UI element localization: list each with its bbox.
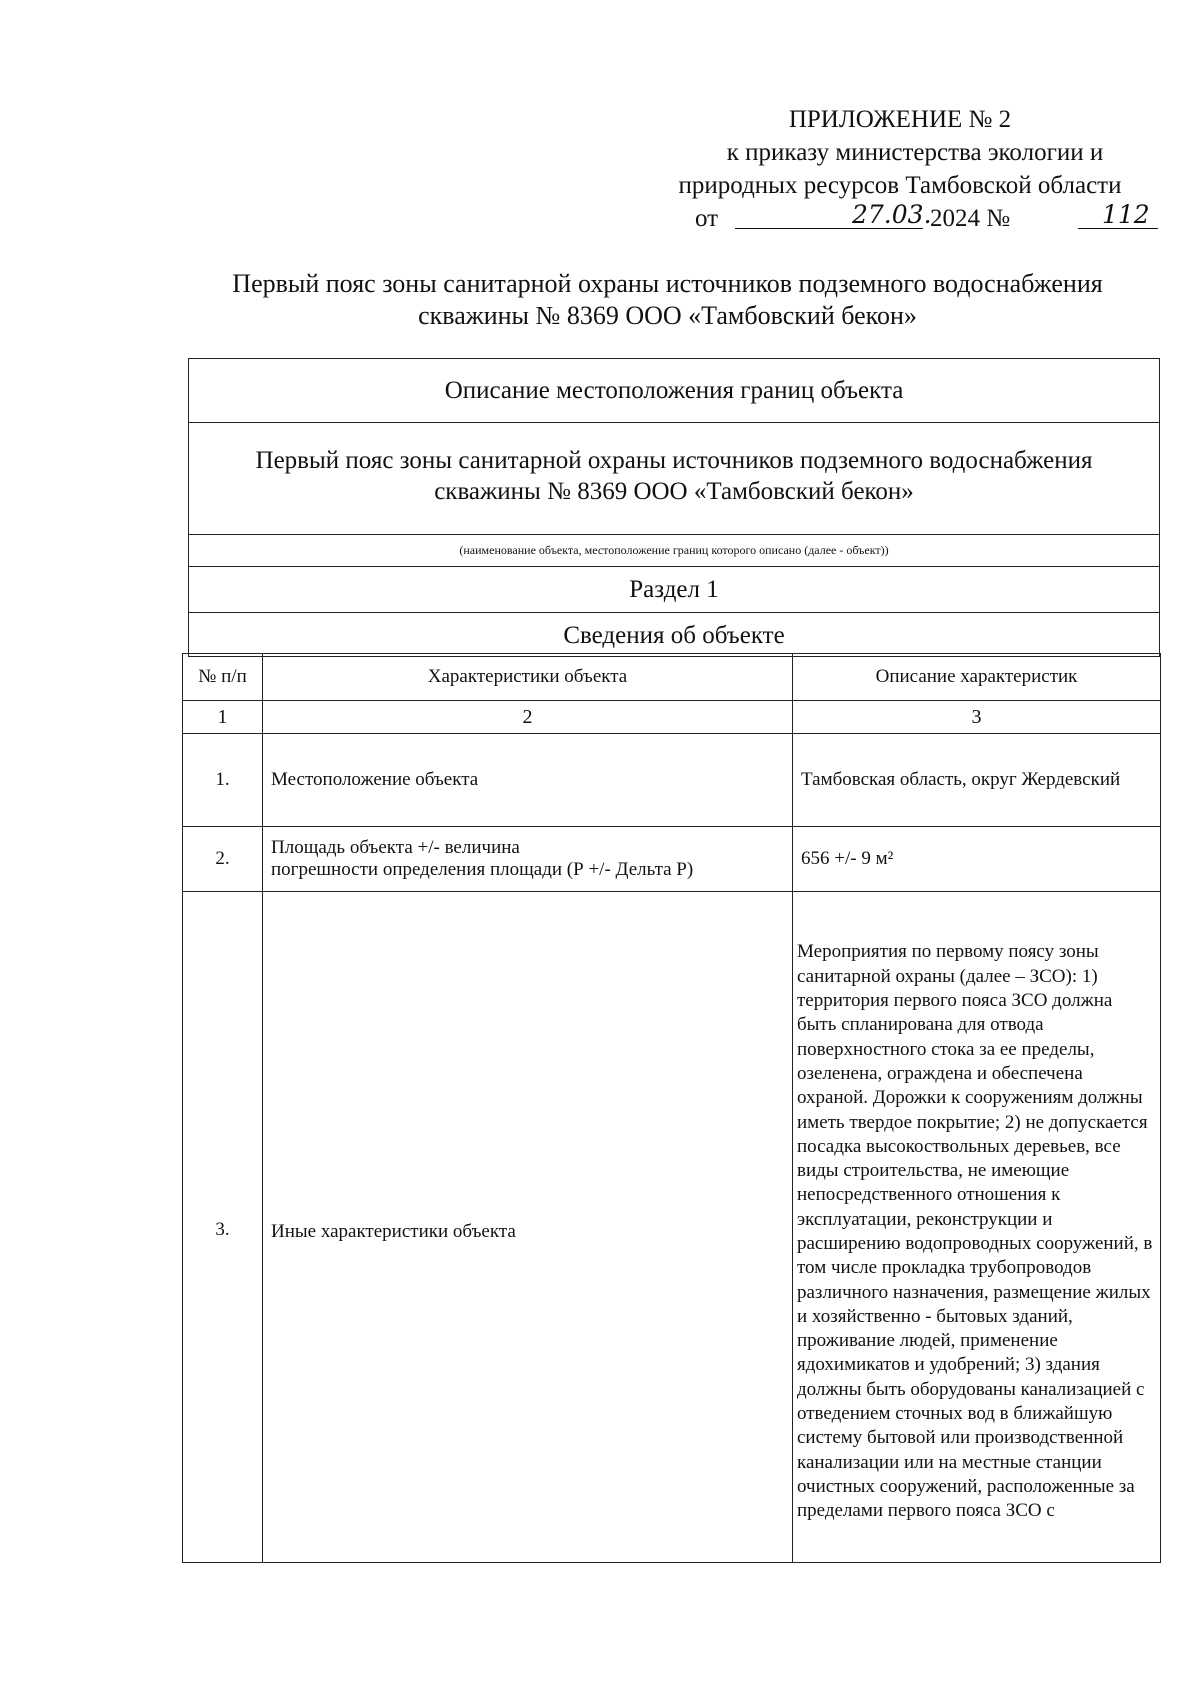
object-name-line1: Первый пояс зоны санитарной охраны источников подземного водоснабжения: [255, 447, 1093, 474]
header-description: Описание характеристик: [793, 654, 1161, 701]
column-number-1: 1: [183, 701, 263, 734]
table-header-row: [183, 654, 1161, 701]
column-number-2: 2: [263, 701, 793, 734]
appendix-ministry-line: природных ресурсов Тамбовской области: [678, 172, 1122, 199]
table-row: [183, 827, 1161, 892]
row-description: Мероприятия по первому поясу зоны санитарной охраны (далее – ЗСО): 1) территория первого пояса ЗСО должна быть спланирована для отвода поверхностного стока за ее пределы, озеленена, ограждена и обеспечена охраной. Дорожки к сооружениям должны иметь твердое покрытие; 2) не допускается посадка высокоствольных деревьев, все виды строительства, не имеющие непосредственного отношения к эксплуатации, реконструкции и расширению водопроводных сооружений, в том числе прокладка трубопроводов различного назначения, размещение жилых и хозяйственно - бытовых зданий, проживание людей, применение ядохимикатов и удобрений; 3) здания должны быть оборудованы канализацией с отведением сточных вод в ближайшую систему бытовой или производственной канализации или на местные станции очистных сооружений, расположенные за пределами первого пояса ЗСО с: [793, 892, 1161, 1563]
row-characteristic: Иные характеристики объекта: [263, 892, 793, 1563]
header-characteristics: Характеристики объекта: [263, 654, 793, 701]
table-row: [183, 892, 1161, 1563]
row-characteristic-line1: Площадь объекта +/- величина: [271, 837, 520, 858]
date-prefix: от: [695, 205, 719, 232]
section-number: Раздел 1: [189, 567, 1159, 613]
row-description: Тамбовская область, округ Жердевский: [793, 734, 1161, 827]
appendix-block: [640, 103, 1160, 236]
object-name: [189, 423, 1159, 535]
appendix-order-line: к приказу министерства экологии и: [726, 139, 1104, 166]
column-number-3: 3: [793, 701, 1161, 734]
row-characteristic: [263, 827, 793, 892]
row-number: 3.: [183, 892, 263, 1563]
year-number-label: 2024 №: [930, 205, 1011, 232]
row-number: 1.: [183, 734, 263, 827]
row-characteristic: Местоположение объекта: [263, 734, 793, 827]
object-name-line2: скважины № 8369 ООО «Тамбовский бекон»: [434, 478, 914, 505]
column-numbers-row: [183, 701, 1161, 734]
object-info-table: [182, 653, 1161, 1563]
object-caption: (наименование объекта, местоположение границ которого описано (далее - объект)): [189, 535, 1159, 567]
header-number: № п/п: [183, 654, 263, 701]
appendix-title: ПРИЛОЖЕНИЕ № 2: [788, 106, 1012, 133]
handwritten-number: 112: [1102, 200, 1150, 229]
row-description: 656 +/- 9 м²: [793, 827, 1161, 892]
row-number: 2.: [183, 827, 263, 892]
frame-heading: Описание местоположения границ объекта: [189, 359, 1159, 423]
table-row: [183, 734, 1161, 827]
appendix-date-line: [640, 202, 1160, 236]
document-title-line1: Первый пояс зоны санитарной охраны источников подземного водоснабжения: [232, 269, 1103, 298]
document-title: [180, 268, 1155, 332]
row-characteristic-line2: погрешности определения площади (Р +/- Дельта Р): [271, 859, 694, 880]
document-title-line2: скважины № 8369 ООО «Тамбовский бекон»: [418, 301, 917, 330]
description-frame: [188, 358, 1160, 657]
handwritten-date: 27.03.: [852, 200, 932, 229]
section-title: Сведения об объекте: [563, 622, 785, 649]
